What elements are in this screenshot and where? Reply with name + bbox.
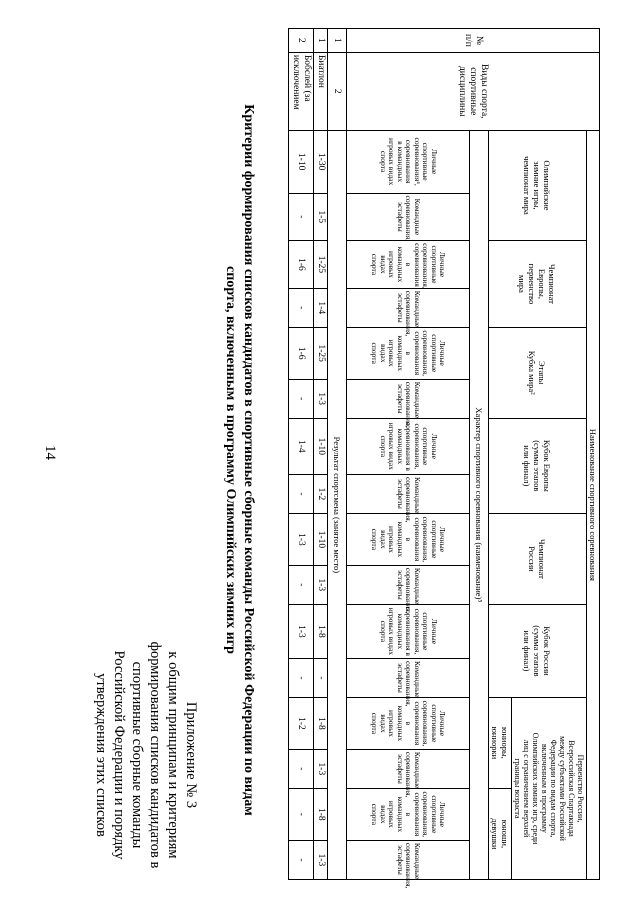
result-cell: 1-3 — [314, 840, 328, 879]
result-cell: 1-8 — [314, 788, 328, 840]
character-personal: Личные спортивные соревнования, соревнования в командных игровых видах спорта — [347, 697, 470, 749]
title-line: Критерии формирования списков кандидатов в спортивные сборные команды Российской Федерации по видам — [241, 104, 256, 816]
result-cell: - — [289, 788, 314, 840]
result-cell: 1-3 — [289, 604, 314, 658]
result-cell: 1-2 — [314, 474, 328, 513]
character-personal: Личные спортивные соревнования, соревнования в командных игровых видах спорта — [347, 327, 470, 379]
result-cell: 1-4 — [289, 418, 314, 474]
age-group-juniors: юниоры, юниорки — [489, 697, 512, 788]
result-cell: 1-3 — [314, 565, 328, 604]
result-cell: 1-8 — [314, 697, 328, 749]
result-cell: 1-6 — [289, 327, 314, 379]
header-character: Характер спортивного соревнования (наименование)⁵ — [470, 130, 489, 879]
character-personal: Личные спортивные соревнования, соревнования в командных игровых видах спорта — [347, 513, 470, 565]
header-number: № п/п — [347, 29, 600, 53]
result-cell: 1-6 — [289, 241, 314, 289]
competition-russia-champ: Чемпионат России — [489, 513, 587, 604]
character-team: Командные соревнования, эстафеты — [347, 288, 470, 327]
result-cell: - — [289, 658, 314, 697]
result-cell: 1-5 — [314, 193, 328, 241]
result-cell: 1-25 — [314, 241, 328, 289]
result-cell: 1-25 — [314, 327, 328, 379]
competition-world-cup-stages: Этапы Кубка мира² — [489, 327, 587, 418]
character-team: Командные соревнования, эстафеты — [347, 565, 470, 604]
title-line: спорта, включенным в программу Олимпийских зимних игр — [223, 266, 238, 654]
result-cell: 1-10 — [314, 418, 328, 474]
row-sport: Бобслей (за исключением — [289, 52, 314, 130]
appendix-line: Приложение № 3 — [183, 701, 199, 809]
result-cell: - — [314, 658, 328, 697]
result-cell: - — [289, 749, 314, 788]
appendix-line: Российской Федерации и порядку — [111, 650, 127, 860]
appendix-heading — [92, 620, 200, 890]
index-cell: 1 — [328, 29, 347, 53]
criteria-table — [288, 28, 600, 889]
page-number: 14 — [42, 445, 58, 460]
header-competition-name: Наименование спортивного соревнования — [587, 130, 600, 879]
competition-russia-cup: Кубок России (сумма этапов или финал) — [489, 604, 587, 697]
competition-european-champ: Чемпионат Европы, первенство мира — [489, 241, 587, 328]
character-personal: Личные спортивные соревнования, соревнования в командных игровых видах спорта — [347, 241, 470, 289]
result-cell: 1-10 — [314, 513, 328, 565]
result-cell: - — [289, 474, 314, 513]
character-personal: Личные спортивные соревнования, соревнования в командных игровых видах спорта — [347, 418, 470, 474]
appendix-line: спортивные сборные команды — [129, 661, 145, 849]
character-personal: Личные спортивные соревнования⁴, соревнования в командных игровых видах спорта — [347, 130, 470, 193]
competition-spartakiad: Первенство России, Всероссийская Спартакиада между субъектами Российской Федерации по видам спорта, включенным в программу Олимпийских зимних игр, среди лиц с ограничением верхней границы возраста — [512, 697, 587, 879]
result-cell: 1-8 — [314, 604, 328, 658]
character-personal: Личные спортивные соревнования, соревнования в командных игровых видах спорта — [347, 604, 470, 658]
row-sport: Биатлон — [314, 52, 328, 130]
character-team: Командные соревнования, эстафеты — [347, 474, 470, 513]
document-title — [221, 20, 257, 900]
header-result: Результат спортсмена (занятое место) — [328, 130, 347, 879]
result-cell: 1-10 — [289, 130, 314, 193]
character-team: Командные соревнования, эстафеты — [347, 749, 470, 788]
result-cell: - — [289, 193, 314, 241]
index-cell: 2 — [328, 52, 347, 130]
result-cell: 1-3 — [314, 749, 328, 788]
result-cell: - — [289, 565, 314, 604]
result-cell: - — [289, 288, 314, 327]
row-number: 2 — [289, 29, 314, 53]
character-team: Командные соревнования, эстафеты — [347, 840, 470, 879]
header-sport: Виды спорта, спортивные дисциплины — [347, 52, 600, 130]
result-cell: - — [289, 840, 314, 879]
row-number: 1 — [314, 29, 328, 53]
result-cell: 1-30 — [314, 130, 328, 193]
character-team: Командные соревнования, эстафеты — [347, 379, 470, 418]
table-row — [289, 29, 314, 880]
result-cell: 1-2 — [289, 697, 314, 749]
appendix-line: к общим принципам и критериям — [165, 651, 181, 859]
result-cell: - — [289, 379, 314, 418]
competition-european-cup: Кубок Европы (сумма этапов или финал) — [489, 418, 587, 513]
result-cell: 1-4 — [314, 288, 328, 327]
appendix-line: формирования списков кандидатов в — [147, 641, 163, 869]
result-cell: 1-3 — [289, 513, 314, 565]
appendix-line: утверждения этих списков — [93, 673, 109, 837]
character-team: Командные соревнования, эстафеты — [347, 193, 470, 241]
age-group-youth: юноши, девушки — [489, 788, 512, 879]
competition-olympics: Олимпийские зимние игры, чемпионат мира — [489, 130, 587, 240]
character-personal: Личные спортивные соревнования, соревнования в командных игровых видах спорта — [347, 788, 470, 840]
table-row — [314, 29, 328, 880]
character-team: Командные соревнования, эстафеты — [347, 658, 470, 697]
result-cell: 1-3 — [314, 379, 328, 418]
